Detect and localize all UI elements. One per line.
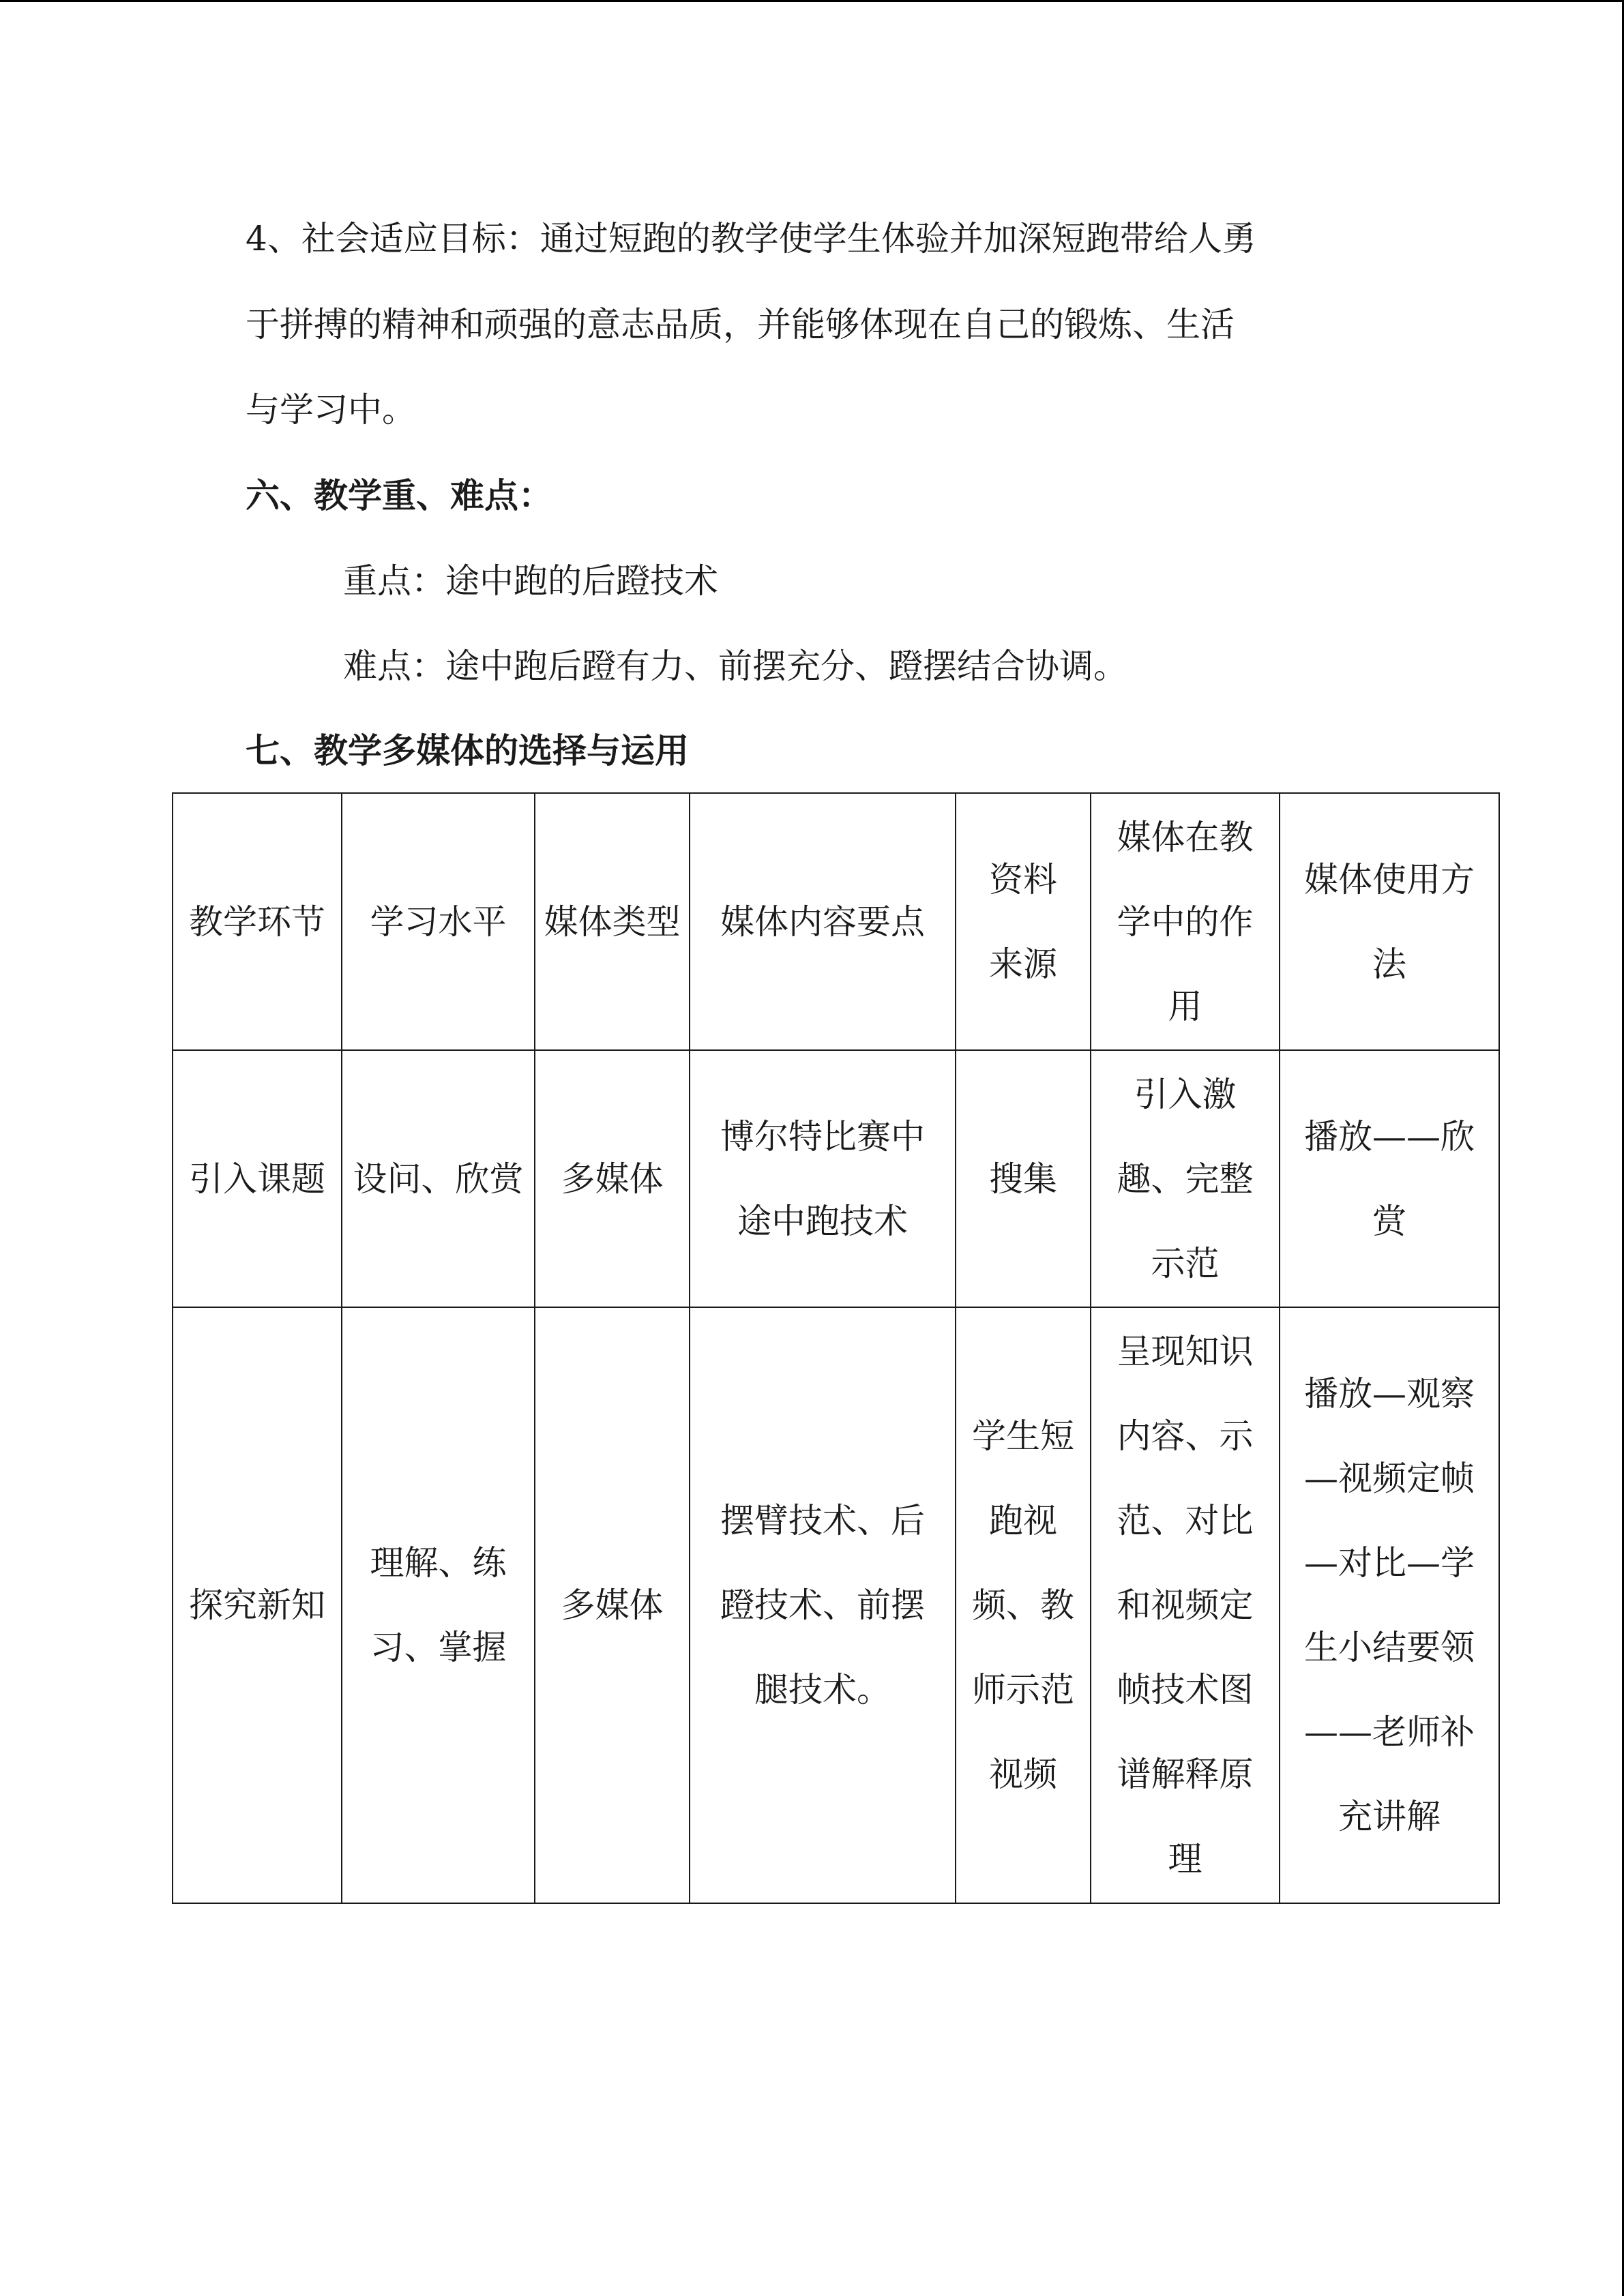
table-header-cell: 媒体使用方法 xyxy=(1280,793,1499,1050)
table-row xyxy=(173,1050,1499,1307)
section7-heading: 七、教学多媒体的选择与运用 xyxy=(246,731,689,771)
table-header-cell: 媒体在教学中的作用 xyxy=(1091,793,1280,1050)
difficulty-text: 难点：途中跑后蹬有力、前摆充分、蹬摆结合协调。 xyxy=(343,646,1127,686)
table-header-cell: 资料来源 xyxy=(956,793,1091,1050)
table-cell: 多媒体 xyxy=(535,1307,690,1903)
table-row xyxy=(173,1307,1499,1903)
table-cell: 博尔特比赛中途中跑技术 xyxy=(690,1050,956,1307)
table-cell: 设问、欣赏 xyxy=(342,1050,535,1307)
table-cell: 理解、练习、掌握 xyxy=(342,1307,535,1903)
section6-heading: 六、教学重、难点： xyxy=(246,476,552,516)
table-cell: 摆臂技术、后蹬技术、前摆腿技术。 xyxy=(690,1307,956,1903)
goal4-line-3: 与学习中。 xyxy=(246,390,416,430)
table-header-cell: 学习水平 xyxy=(342,793,535,1050)
table-cell: 多媒体 xyxy=(535,1050,690,1307)
table-cell: 引入课题 xyxy=(173,1050,342,1307)
table-cell: 呈现知识内容、示范、对比和视频定帧技术图谱解释原理 xyxy=(1091,1307,1280,1903)
table-header-cell: 媒体类型 xyxy=(535,793,690,1050)
page-border-top xyxy=(0,0,1624,2)
table-header-cell: 媒体内容要点 xyxy=(690,793,956,1050)
table-header-row xyxy=(173,793,1499,1050)
table-cell: 探究新知 xyxy=(173,1307,342,1903)
table-cell: 播放——欣赏 xyxy=(1280,1050,1499,1307)
table-cell: 学生短跑视频、教师示范视频 xyxy=(956,1307,1091,1903)
goal4-line-1: 4、社会适应目标：通过短跑的教学使学生体验并加深短跑带给人勇 xyxy=(246,219,1256,258)
table-cell: 搜集 xyxy=(956,1050,1091,1307)
table-header-cell: 教学环节 xyxy=(173,793,342,1050)
table-cell: 引入激趣、完整示范 xyxy=(1091,1050,1280,1307)
table-cell: 播放—观察—视频定帧—对比—学生小结要领——老师补充讲解 xyxy=(1280,1307,1499,1903)
goal4-line-2: 于拼搏的精神和顽强的意志品质，并能够体现在自己的锻炼、生活 xyxy=(246,305,1235,344)
media-table xyxy=(172,792,1500,1904)
key-point-text: 重点：途中跑的后蹬技术 xyxy=(343,561,718,601)
